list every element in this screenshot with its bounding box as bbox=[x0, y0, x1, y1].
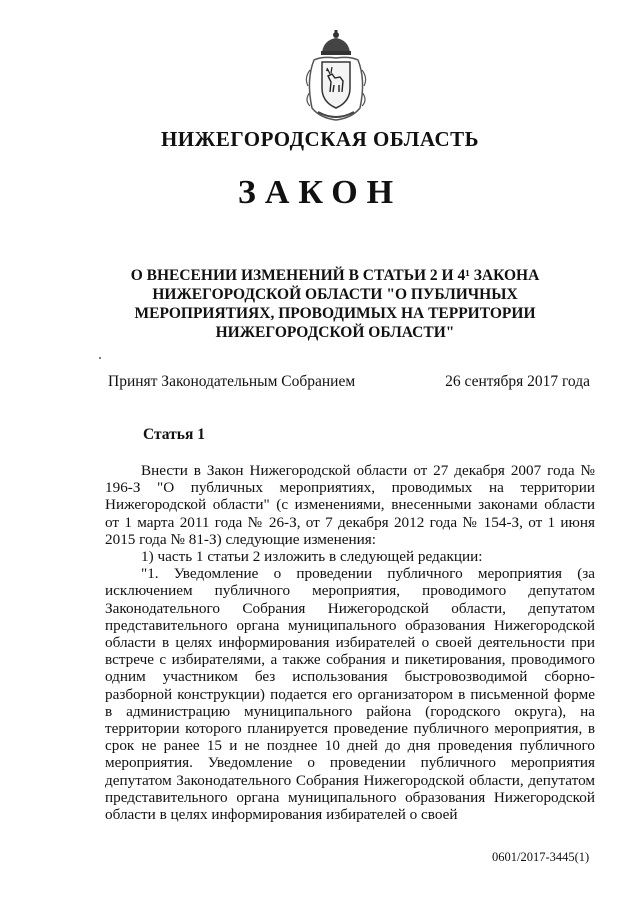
body-paragraph: Внести в Закон Нижегородской области от 27 декабря 2007 года № 196-З "О публичных мероприятиях, проводимых на территории Нижегородской области" (с изменениями, внесенными законами области от 1 марта 2011 года № 26-З, от 7 декабря 2012 года № 154-З, от 1 июня 2015 года № 81-З) следующие изменения: bbox=[105, 462, 595, 548]
region-name: НИЖЕГОРОДСКАЯ ОБЛАСТЬ bbox=[160, 127, 480, 151]
adoption-row bbox=[108, 373, 590, 391]
scan-speck bbox=[99, 357, 101, 359]
adoption-label: Принят Законодательным Собранием bbox=[108, 373, 356, 390]
law-title-line: О ВНЕСЕНИИ ИЗМЕНЕНИЙ В СТАТЬИ 2 И 4¹ ЗАКОНА bbox=[130, 267, 540, 284]
document-type: ЗАКОН bbox=[237, 174, 403, 211]
body-paragraph: 1) часть 1 статьи 2 изложить в следующей редакции: bbox=[141, 548, 483, 566]
law-title-line: НИЖЕГОРОДСКОЙ ОБЛАСТИ "О ПУБЛИЧНЫХ bbox=[152, 286, 518, 303]
law-title bbox=[120, 266, 550, 342]
coat-of-arms-emblem bbox=[300, 30, 372, 124]
document-number: 0601/2017-3445(1) bbox=[492, 850, 590, 864]
adoption-date: 26 сентября 2017 года bbox=[445, 373, 590, 390]
law-title-line: МЕРОПРИЯТИЯХ, ПРОВОДИМЫХ НА ТЕРРИТОРИИ bbox=[134, 305, 536, 322]
article-heading: Статья 1 bbox=[143, 426, 205, 443]
article-body bbox=[105, 462, 595, 823]
body-paragraph: "1. Уведомление о проведении публичного мероприятия (за исключением публичного мероприятия, проводимого депутатом Законодательного Собрания Нижегородской области, депутатом представительного органа муниципального образования Нижегородской области в целях информирования избирателей о своей деятельности при встрече с избирателями, а также собрания и пикетирования, проводимого одним участником без использования быстровозводимой сборно-разборной конструкции) подается его организатором в письменной форме в администрацию муниципального района (городского округа), на территории которого планируется проведение публичного мероприятия, в срок не ранее 15 и не позднее 10 дней до дня проведения публичного мероприятия. Уведомление о проведении публичного мероприятия депутатом Законодательного Собрания Нижегородской области, депутатом представительного органа муниципального образования Нижегородской области в целях информирования избирателей о своей bbox=[105, 565, 595, 824]
law-title-line: НИЖЕГОРОДСКОЙ ОБЛАСТИ" bbox=[215, 324, 455, 341]
